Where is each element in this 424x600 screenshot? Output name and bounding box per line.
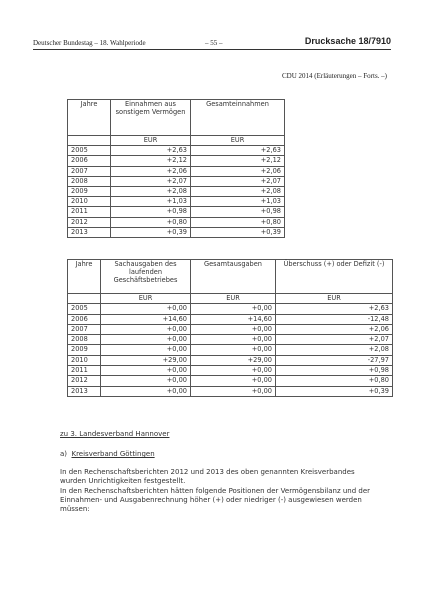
value-cell: +0,39 xyxy=(191,227,285,237)
year-cell: 2013 xyxy=(68,386,101,396)
year-cell: 2009 xyxy=(68,345,101,355)
value-cell: +2,06 xyxy=(191,166,285,176)
column-header: Einnahmen aus sonstigem Vermögen xyxy=(111,100,191,136)
value-cell: +29,00 xyxy=(101,355,191,365)
table-row xyxy=(68,227,285,237)
value-cell: +1,03 xyxy=(191,197,285,207)
year-cell: 2005 xyxy=(68,304,101,314)
value-cell: +2,63 xyxy=(191,146,285,156)
header-publication: Deutscher Bundestag – 18. Wahlperiode xyxy=(33,39,146,47)
subsection-title: Kreisverband Göttingen xyxy=(71,450,155,458)
value-cell: +2,06 xyxy=(111,166,191,176)
table-row xyxy=(68,156,285,166)
section-heading xyxy=(60,430,169,438)
table-row xyxy=(68,207,285,217)
value-cell: +0,39 xyxy=(111,227,191,237)
value-cell: +2,07 xyxy=(191,176,285,186)
column-header: Gesamtausgaben xyxy=(191,260,276,294)
year-cell: 2007 xyxy=(68,324,101,334)
value-cell: +0,00 xyxy=(191,345,276,355)
section-heading-text: zu 3. Landesverband Hannover xyxy=(60,430,170,438)
value-cell: +2,63 xyxy=(111,146,191,156)
value-cell: +2,08 xyxy=(191,187,285,197)
column-header: Überschuss (+) oder Defizit (-) xyxy=(276,260,393,294)
value-cell: +0,80 xyxy=(276,376,393,386)
document-number-bold: 7910 xyxy=(370,36,391,46)
unit-row xyxy=(68,136,285,146)
table-row xyxy=(68,304,393,314)
year-cell: 2006 xyxy=(68,156,111,166)
expenditure-table xyxy=(67,259,393,397)
column-header: Jahre xyxy=(68,260,101,294)
value-cell: +2,07 xyxy=(276,335,393,345)
unit-cell: EUR xyxy=(111,136,191,146)
paragraph: In den Rechenschaftsberichten hätten folgende Positionen der Vermögensbilanz und der Einnahmen- und Ausgabenrechnung höher (+) oder niedriger (-) ausgewiesen werden müssen: xyxy=(60,487,371,514)
unit-cell: EUR xyxy=(101,294,191,304)
value-cell: +0,98 xyxy=(191,207,285,217)
page-header xyxy=(33,37,391,50)
document-number xyxy=(305,36,391,46)
revenue-table xyxy=(67,99,285,238)
value-cell: -12,48 xyxy=(276,314,393,324)
value-cell: +2,06 xyxy=(276,324,393,334)
table-row xyxy=(68,176,285,186)
table-row xyxy=(68,335,393,345)
value-cell: +2,12 xyxy=(191,156,285,166)
value-cell: +0,98 xyxy=(111,207,191,217)
table-row xyxy=(68,386,393,396)
value-cell: +0,00 xyxy=(101,366,191,376)
table-row xyxy=(68,376,393,386)
year-cell: 2013 xyxy=(68,227,111,237)
subsection-heading xyxy=(60,450,155,458)
year-cell: 2006 xyxy=(68,314,101,324)
value-cell: +0,00 xyxy=(191,324,276,334)
value-cell: +2,12 xyxy=(111,156,191,166)
value-cell: +0,00 xyxy=(101,386,191,396)
table-row xyxy=(68,146,285,156)
year-cell: 2011 xyxy=(68,366,101,376)
year-cell: 2008 xyxy=(68,176,111,186)
value-cell: +0,80 xyxy=(191,217,285,227)
table-row xyxy=(68,345,393,355)
value-cell: +0,00 xyxy=(191,335,276,345)
value-cell: +2,08 xyxy=(276,345,393,355)
subsection-letter: a) xyxy=(60,450,68,458)
unit-cell xyxy=(68,294,101,304)
column-header: Gesamteinnahmen xyxy=(191,100,285,136)
table-row xyxy=(68,366,393,376)
column-header: Sachausgaben des laufenden Geschäftsbetriebes xyxy=(101,260,191,294)
value-cell: +0,00 xyxy=(101,324,191,334)
unit-cell: EUR xyxy=(191,136,285,146)
year-cell: 2007 xyxy=(68,166,111,176)
table-row xyxy=(68,197,285,207)
table-row xyxy=(68,314,393,324)
value-cell: +14,60 xyxy=(191,314,276,324)
unit-cell: EUR xyxy=(276,294,393,304)
value-cell: +0,00 xyxy=(101,335,191,345)
value-cell: +0,00 xyxy=(191,304,276,314)
value-cell: +0,00 xyxy=(191,366,276,376)
value-cell: +2,08 xyxy=(111,187,191,197)
column-header: Jahre xyxy=(68,100,111,136)
year-cell: 2005 xyxy=(68,146,111,156)
value-cell: +0,00 xyxy=(101,376,191,386)
year-cell: 2011 xyxy=(68,207,111,217)
document-number-prefix: Drucksache 18/ xyxy=(304,36,371,46)
value-cell: +0,98 xyxy=(276,366,393,376)
table-header-row xyxy=(68,100,285,136)
paragraph: In den Rechenschaftsberichten 2012 und 2013 des oben genannten Kreisverbandes wurden Unrichtigkeiten festgestellt. xyxy=(60,468,355,486)
value-cell: +14,60 xyxy=(101,314,191,324)
value-cell: +0,00 xyxy=(101,345,191,355)
value-cell: -27,97 xyxy=(276,355,393,365)
table-row xyxy=(68,187,285,197)
value-cell: +0,00 xyxy=(191,376,276,386)
value-cell: +0,00 xyxy=(191,386,276,396)
unit-row xyxy=(68,294,393,304)
value-cell: +2,63 xyxy=(276,304,393,314)
year-cell: 2010 xyxy=(68,355,101,365)
value-cell: +1,03 xyxy=(111,197,191,207)
year-cell: 2009 xyxy=(68,187,111,197)
value-cell: +29,00 xyxy=(191,355,276,365)
value-cell: +0,39 xyxy=(276,386,393,396)
year-cell: 2012 xyxy=(68,217,111,227)
unit-cell: EUR xyxy=(191,294,276,304)
year-cell: 2008 xyxy=(68,335,101,345)
table-row xyxy=(68,217,285,227)
table-row xyxy=(68,166,285,176)
table-row xyxy=(68,324,393,334)
unit-cell xyxy=(68,136,111,146)
year-cell: 2010 xyxy=(68,197,111,207)
table-row xyxy=(68,355,393,365)
year-cell: 2012 xyxy=(68,376,101,386)
value-cell: +0,00 xyxy=(101,304,191,314)
page-number: – 55 – xyxy=(205,39,223,47)
value-cell: +0,80 xyxy=(111,217,191,227)
table-header-row xyxy=(68,260,393,294)
value-cell: +2,07 xyxy=(111,176,191,186)
continuation-note: CDU 2014 (Erläuterungen – Forts. –) xyxy=(282,72,387,80)
